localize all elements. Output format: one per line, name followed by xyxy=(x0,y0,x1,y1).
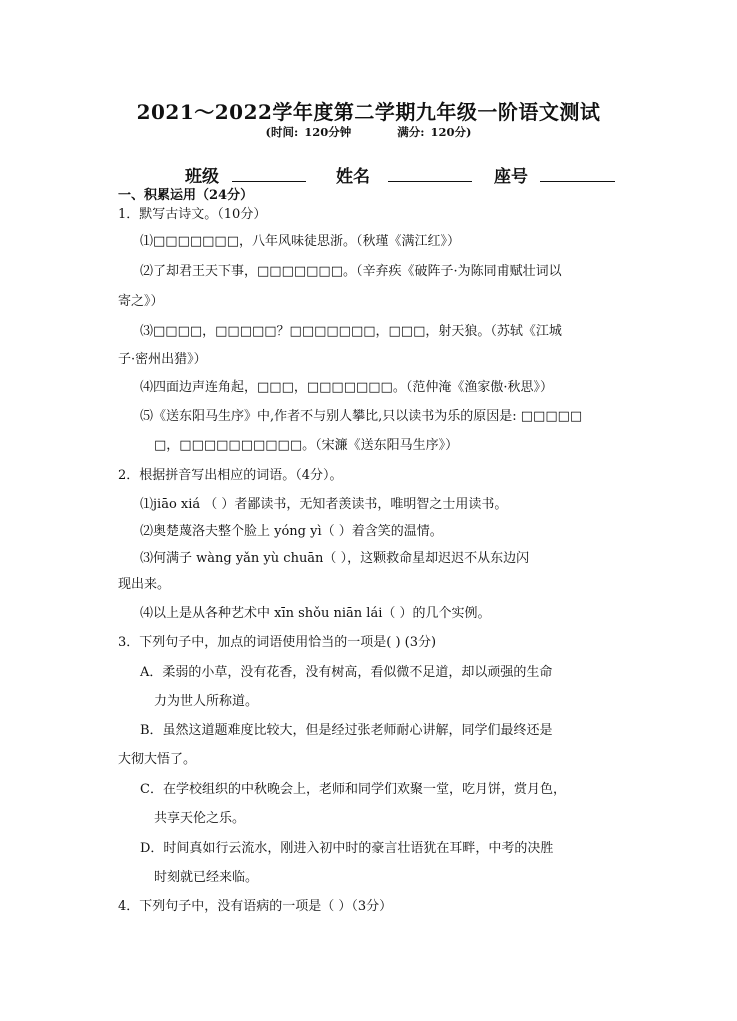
q3-option-c: C．在学校组织的中秋晚会上，老师和同学们欢聚一堂，吃月饼，赏月色， xyxy=(140,782,566,797)
class-blank xyxy=(232,181,306,182)
q3-option-d-cont: 时刻就已经来临。 xyxy=(154,870,259,885)
question-4-stem: 4．下列句子中，没有语病的一项是（ ）（3分） xyxy=(118,899,393,914)
question-1-stem: 1．默写古诗文。（10分） xyxy=(118,207,267,222)
q1-item-5: ⑸《送东阳马生序》中,作者不与别人攀比,只以读书为乐的原因是: □□□□□ xyxy=(140,409,583,424)
q3-option-c-cont: 共享天伦之乐。 xyxy=(154,811,246,826)
q3-option-b-cont: 大彻大悟了。 xyxy=(118,752,197,767)
q3-option-d: D．时间真如行云流水，刚进入初中时的豪言壮语犹在耳畔，中考的决胜 xyxy=(140,841,554,856)
question-2-stem: 2．根据拼音写出相应的词语。（4分）。 xyxy=(118,468,343,483)
q3-option-b: B．虽然这道题难度比较大，但是经过张老师耐心讲解，同学们最终还是 xyxy=(140,723,553,738)
q1-item-3-cont: 子·密州出猎》） xyxy=(118,352,207,367)
exam-score: 满分: 120分) xyxy=(397,125,472,139)
exam-time: (时间: 120分钟 xyxy=(265,125,352,139)
exam-title: 2021～2022学年度第二学期九年级一阶语文测试 xyxy=(136,100,601,124)
name-label: 姓名 xyxy=(336,167,370,187)
q1-item-2-cont: 寄之》） xyxy=(118,294,164,309)
class-label: 班级 xyxy=(185,167,219,187)
section-heading: 一、积累运用（24分） xyxy=(118,188,254,203)
exam-subtitle xyxy=(0,124,737,140)
name-blank xyxy=(388,181,472,182)
q2-item-4: ⑷以上是从各种艺术中 xīn shǒu niān lái（ ）的几个实例。 xyxy=(140,606,491,621)
q1-item-4: ⑷四面边声连角起，□□□，□□□□□□□。（范仲淹《渔家傲·秋思》） xyxy=(140,380,553,395)
q2-item-3: ⑶何满子 wàng yǎn yù chuān（ ），这颗救命星却迟迟不从东边闪 xyxy=(140,551,530,566)
q2-item-3-cont: 现出来。 xyxy=(118,577,171,592)
seat-label: 座号 xyxy=(494,167,528,187)
q1-item-5-cont: □，□□□□□□□□□□。（宋濂《送东阳马生序》） xyxy=(154,438,459,453)
q3-option-a-cont: 力为世人所称道。 xyxy=(154,694,259,709)
seat-blank xyxy=(540,181,615,182)
q3-option-a: A．柔弱的小草，没有花香，没有树高，看似微不足道，却以顽强的生命 xyxy=(140,665,553,680)
q2-item-2: ⑵奥楚蔑洛夫整个脸上 yóng yì（ ）着含笑的温情。 xyxy=(140,524,443,539)
question-3-stem: 3．下列句子中，加点的词语使用恰当的一项是( ) (3分) xyxy=(118,635,437,650)
q1-item-2: ⑵了却君王天下事，□□□□□□□。（辛弃疾《破阵子·为陈同甫赋壮词以 xyxy=(140,264,562,279)
q1-item-1: ⑴□□□□□□□，八年风味徒思浙。（秋瑾《满江红》） xyxy=(140,234,460,249)
q2-item-1: ⑴jiāo xiá （ ）者鄙读书，无知者羡读书，唯明智之士用读书。 xyxy=(140,497,508,512)
q1-item-3: ⑶□□□□，□□□□□？□□□□□□□，□□□，射天狼。（苏轼《江城 xyxy=(140,324,562,339)
